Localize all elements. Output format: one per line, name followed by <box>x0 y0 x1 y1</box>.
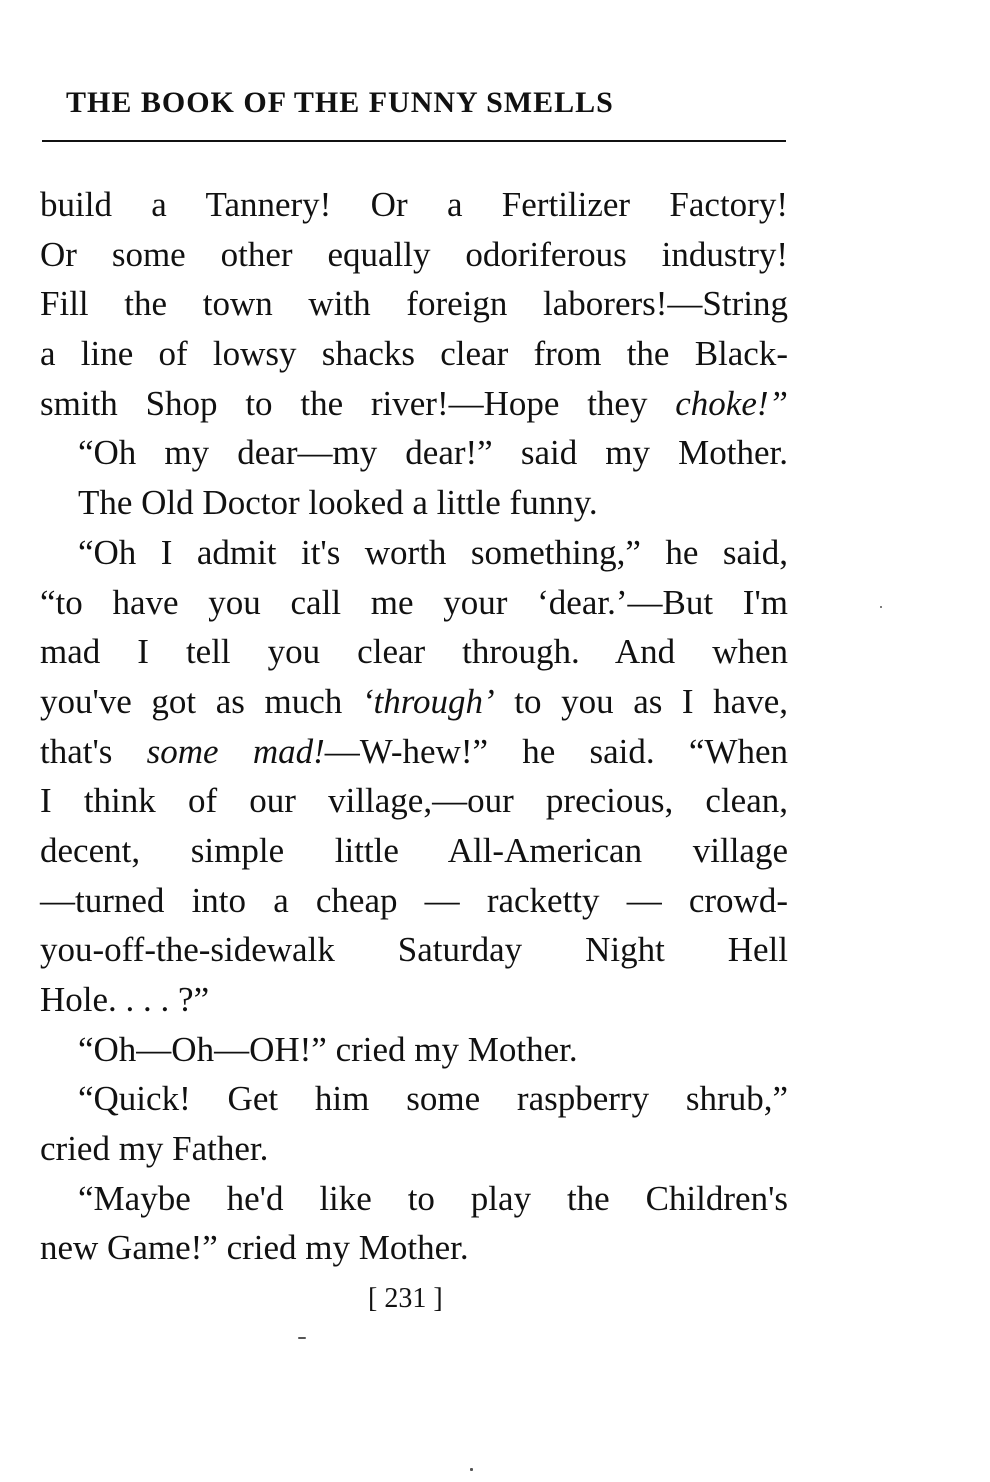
text-line: Fill the town with foreign laborers!—String <box>40 284 788 324</box>
text-line: “to have you call me your ‘dear.’—But I'm <box>40 582 788 622</box>
running-head: THE BOOK OF THE FUNNY SMELLS <box>66 86 614 119</box>
text-line: new Game!” cried my Mother. <box>40 1228 469 1268</box>
text-line: a line of lowsy shacks clear from the Black- <box>40 334 788 374</box>
text-line: “Quick! Get him some raspberry shrub,” <box>78 1079 788 1119</box>
text-line: mad I tell you clear through. And when <box>40 632 788 672</box>
text-line: Or some other equally odoriferous industry! <box>40 234 788 274</box>
text-line: I think of our village,—our precious, clean, <box>40 781 788 821</box>
text-line: cried my Father. <box>40 1129 269 1169</box>
text-line: decent, simple little All-American village <box>40 830 788 870</box>
text-line: “Oh—Oh—OH!” cried my Mother. <box>78 1029 578 1069</box>
scan-speck <box>298 1337 306 1339</box>
text-line: —turned into a cheap — racketty — crowd- <box>40 880 788 920</box>
text-line: smith Shop to the river!—Hope they choke!” <box>40 383 788 423</box>
text-line: build a Tannery! Or a Fertilizer Factory! <box>40 185 788 224</box>
page-number: [ 231 ] <box>368 1283 443 1314</box>
scan-speck <box>470 1468 473 1471</box>
text-line: you-off-the-sidewalk Saturday Night Hell <box>40 930 788 970</box>
italic-text: ‘through’ <box>361 681 495 721</box>
body-text <box>40 180 788 1273</box>
text-line: The Old Doctor looked a little funny. <box>78 483 598 523</box>
text-line: “Oh my dear—my dear!” said my Mother. <box>78 433 788 473</box>
scan-speck <box>880 606 882 608</box>
text-line: you've got as much ‘through’ to you as I have, <box>40 681 788 721</box>
italic-text: choke!” <box>675 383 788 423</box>
text-line: Hole. . . . ?” <box>40 980 210 1019</box>
text-line: “Oh I admit it's worth something,” he said, <box>78 532 788 572</box>
italic-text: some mad! <box>146 731 325 771</box>
text-line: “Maybe he'd like to play the Children's <box>78 1178 788 1218</box>
header-rule <box>42 140 786 142</box>
text-line: that's some mad!—W-hew!” he said. “When <box>40 731 788 771</box>
